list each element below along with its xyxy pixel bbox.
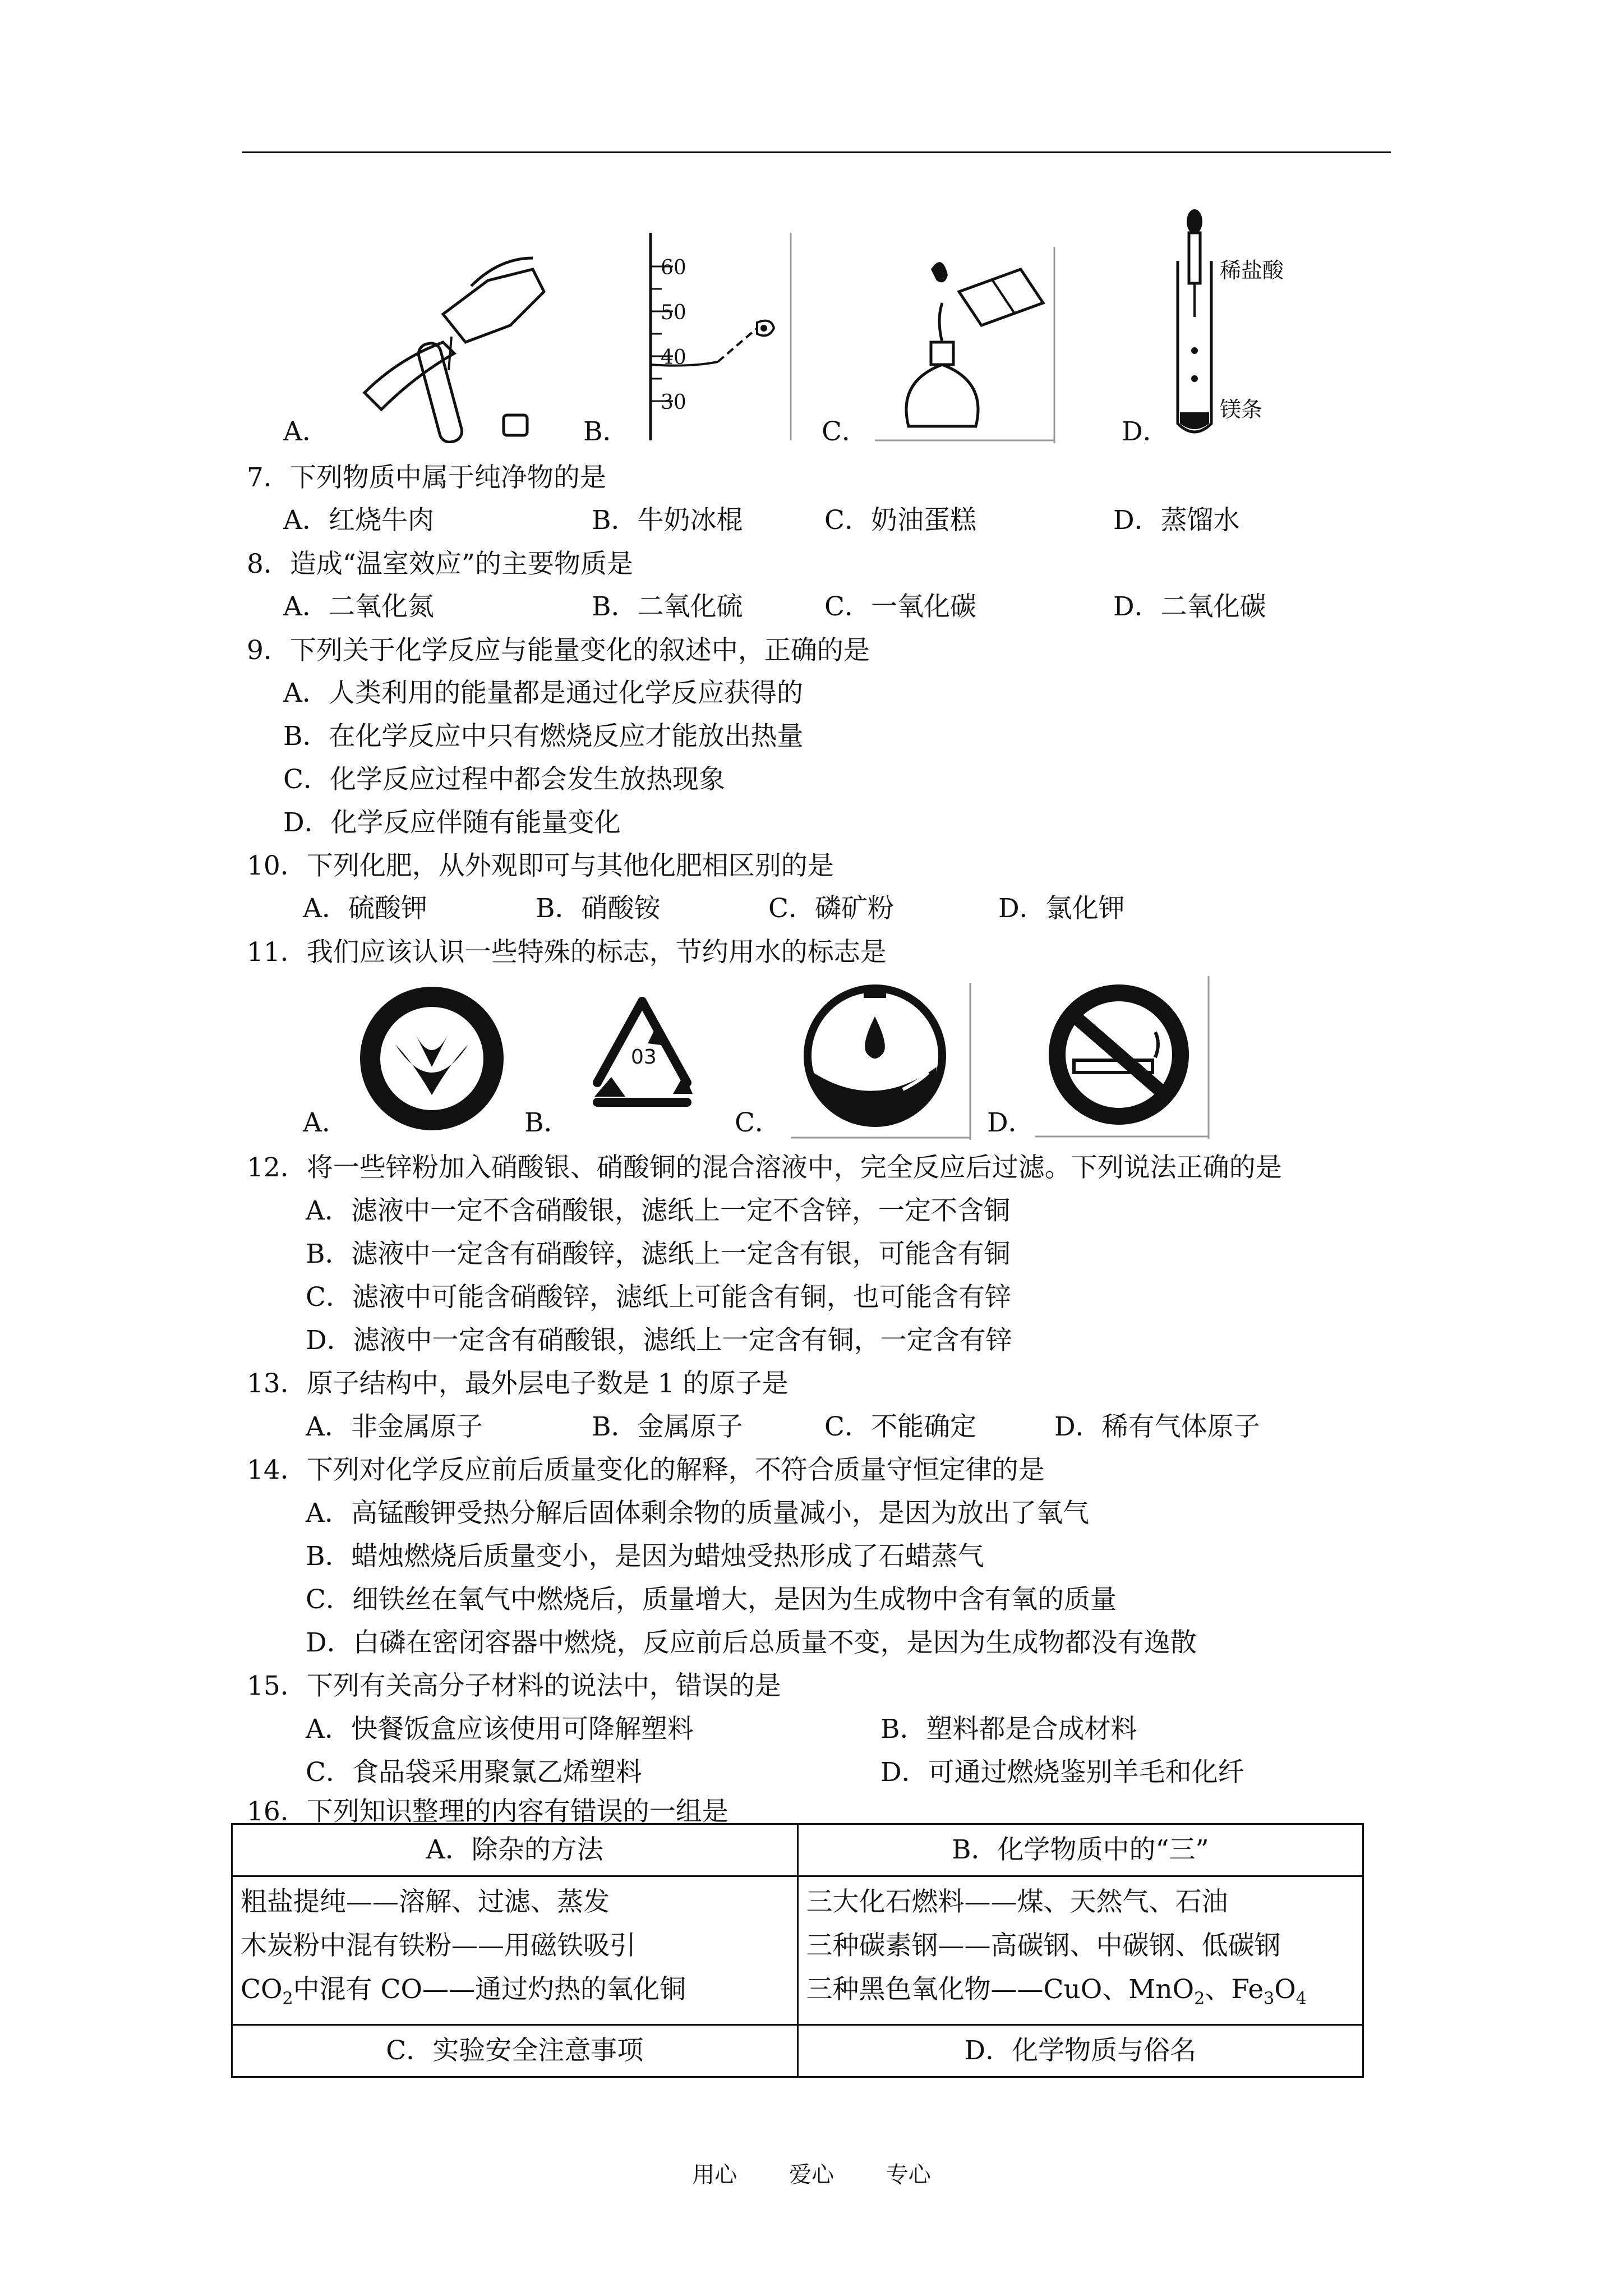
question-15-option-c: C．食品袋采用聚氯乙烯塑料 (306, 1757, 642, 1788)
question-9-option-c: C．化学反应过程中都会发生放热现象 (283, 764, 725, 795)
question-8-option-d: D．二氧化碳 (1113, 591, 1266, 622)
table-header-d: D．化学物质与俗名 (797, 2025, 1363, 2077)
question-13-option-d: D．稀有气体原子 (1054, 1411, 1260, 1442)
cylinder-tick-60: 60 (661, 256, 686, 279)
question-10-option-b: B．硝酸铵 (536, 893, 661, 924)
question-15-option-b: B．塑料都是合成材料 (880, 1714, 1137, 1745)
graduated-cylinder-illustration (634, 233, 802, 440)
question-15-option-d: D．可通过燃烧鉴别羊毛和化纤 (880, 1757, 1244, 1788)
question-14-option-d: D．白磷在密闭容器中燃烧，反应前后总质量不变，是因为生成物都没有逸散 (306, 1627, 1197, 1658)
no-smoking-sign-icon (1035, 976, 1214, 1139)
question-13-option-a: A．非金属原子 (306, 1411, 483, 1442)
table-cell-b (797, 1876, 1363, 2025)
recycle-code-text: 03 (631, 1046, 657, 1069)
question-16-stem: 16．下列知识整理的内容有错误的一组是 (247, 1796, 728, 1827)
cylinder-tick-40: 40 (661, 346, 686, 369)
question-8-option-c: C．一氧化碳 (824, 591, 976, 622)
question-11-stem: 11．我们应该认识一些特殊的标志，节约用水的标志是 (247, 937, 887, 968)
table-a-line-3: $CO_2$中混有 CO——通过灼热的氧化铜 (241, 1974, 686, 2009)
header-rule (242, 151, 1391, 153)
pouring-liquid-illustration (331, 247, 555, 443)
table-cell-a (232, 1876, 798, 2025)
table-b-line-1: 三大化石燃料——煤、天然气、石油 (806, 1887, 1228, 1917)
question-15-stem: 15．下列有关高分子材料的说法中，错误的是 (247, 1671, 781, 1701)
question-8-stem: 8．造成“温室效应”的主要物质是 (247, 549, 633, 579)
question-9-option-d: D．化学反应伴随有能量变化 (283, 807, 621, 838)
question-7-option-a: A．红烧牛肉 (283, 505, 434, 536)
table-header-a: A．除杂的方法 (232, 1824, 798, 1876)
alcohol-lamp-illustration (875, 247, 1060, 443)
question-14-option-a: A．高锰酸钾受热分解后固体剩余物的质量减小，是因为放出了氧气 (306, 1498, 1089, 1529)
footer-text-2: 爱心 (789, 2162, 834, 2188)
question-14-option-b: B．蜡烛燃烧后质量变小，是因为蜡烛受热形成了石蜡蒸气 (306, 1541, 984, 1572)
question-7-option-b: B．牛奶冰棍 (592, 505, 743, 536)
cylinder-tick-50: 50 (661, 301, 686, 324)
question-12-option-a: A．滤液中一定不含硝酸银，滤纸上一定不含锌，一定不含铜 (306, 1195, 1010, 1226)
question-13-option-b: B．金属原子 (592, 1411, 743, 1442)
knowledge-table (231, 1823, 1364, 2078)
magnesium-ribbon-label: 镁条 (1220, 397, 1263, 422)
question-7-stem: 7．下列物质中属于纯净物的是 (247, 462, 606, 493)
table-header-c: C．实验安全注意事项 (232, 2025, 798, 2077)
question-14-option-c: C．细铁丝在氧气中燃烧后，质量增大，是因为生成物中含有氧的质量 (306, 1584, 1117, 1615)
question-13-stem: 13．原子结构中，最外层电子数是 1 的原子是 (247, 1368, 789, 1399)
green-food-sign-icon (356, 983, 508, 1134)
question-13-option-c: C．不能确定 (824, 1411, 976, 1442)
image-label-a: A． (283, 416, 329, 447)
image-label-b: B． (583, 416, 629, 447)
water-saving-sign-icon (791, 983, 976, 1140)
footer-text-1: 用心 (692, 2162, 737, 2188)
question-9-option-b: B．在化学反应中只有燃烧反应才能放出热量 (283, 721, 804, 752)
table-a-line-1: 粗盐提纯——溶解、过滤、蒸发 (241, 1887, 610, 1917)
sign-label-c: C． (735, 1107, 781, 1138)
cylinder-tick-30: 30 (661, 391, 686, 414)
footer-text-3: 专心 (886, 2162, 931, 2188)
page-footer (0, 2157, 1623, 2189)
question-15-option-a: A．快餐饭盒应该使用可降解塑料 (306, 1714, 694, 1745)
test-tube-dropper-illustration (1161, 205, 1228, 440)
question-8-option-b: B．二氧化硫 (592, 591, 743, 622)
table-b-line-3: 三种黑色氧化物——CuO、MnO$_2$、$Fe_3O_4$ (806, 1974, 1307, 2009)
question-10-stem: 10．下列化肥，从外观即可与其他化肥相区别的是 (247, 850, 834, 881)
image-label-d: D． (1122, 416, 1169, 447)
sign-label-b: B． (524, 1107, 570, 1138)
question-14-stem: 14．下列对化学反应前后质量变化的解释，不符合质量守恒定律的是 (247, 1455, 1045, 1485)
table-a-line-2: 木炭粉中混有铁粉——用磁铁吸引 (241, 1930, 636, 1961)
dilute-hcl-label: 稀盐酸 (1220, 258, 1284, 283)
question-9-stem: 9．下列关于化学反应与能量变化的叙述中，正确的是 (247, 635, 870, 666)
question-10-option-a: A．硫酸钾 (303, 893, 427, 924)
question-8-option-a: A．二氧化氮 (283, 591, 434, 622)
sign-label-d: D． (987, 1107, 1035, 1138)
image-label-c: C． (822, 416, 868, 447)
question-12-option-c: C．滤液中可能含硝酸锌，滤纸上可能含有铜，也可能含有锌 (306, 1282, 1011, 1313)
question-12-option-b: B．滤液中一定含有硝酸锌，滤纸上一定含有银，可能含有铜 (306, 1239, 1011, 1269)
sign-label-a: A． (303, 1107, 348, 1138)
question-7-option-c: C．奶油蛋糕 (824, 505, 976, 536)
question-7-option-d: D．蒸馏水 (1113, 505, 1240, 536)
table-header-b: B．化学物质中的“三” (797, 1824, 1363, 1876)
question-12-option-d: D．滤液中一定含有硝酸银，滤纸上一定含有铜，一定含有锌 (306, 1325, 1012, 1356)
question-10-option-c: C．磷矿粉 (768, 893, 894, 924)
question-10-option-d: D．氯化钾 (998, 893, 1125, 924)
table-b-line-2: 三种碳素钢——高碳钢、中碳钢、低碳钢 (806, 1930, 1281, 1961)
question-12-stem: 12．将一些锌粉加入硝酸银、硝酸铜的混合溶液中，完全反应后过滤。下列说法正确的是 (247, 1152, 1282, 1183)
question-9-option-a: A．人类利用的能量都是通过化学反应获得的 (283, 678, 803, 708)
